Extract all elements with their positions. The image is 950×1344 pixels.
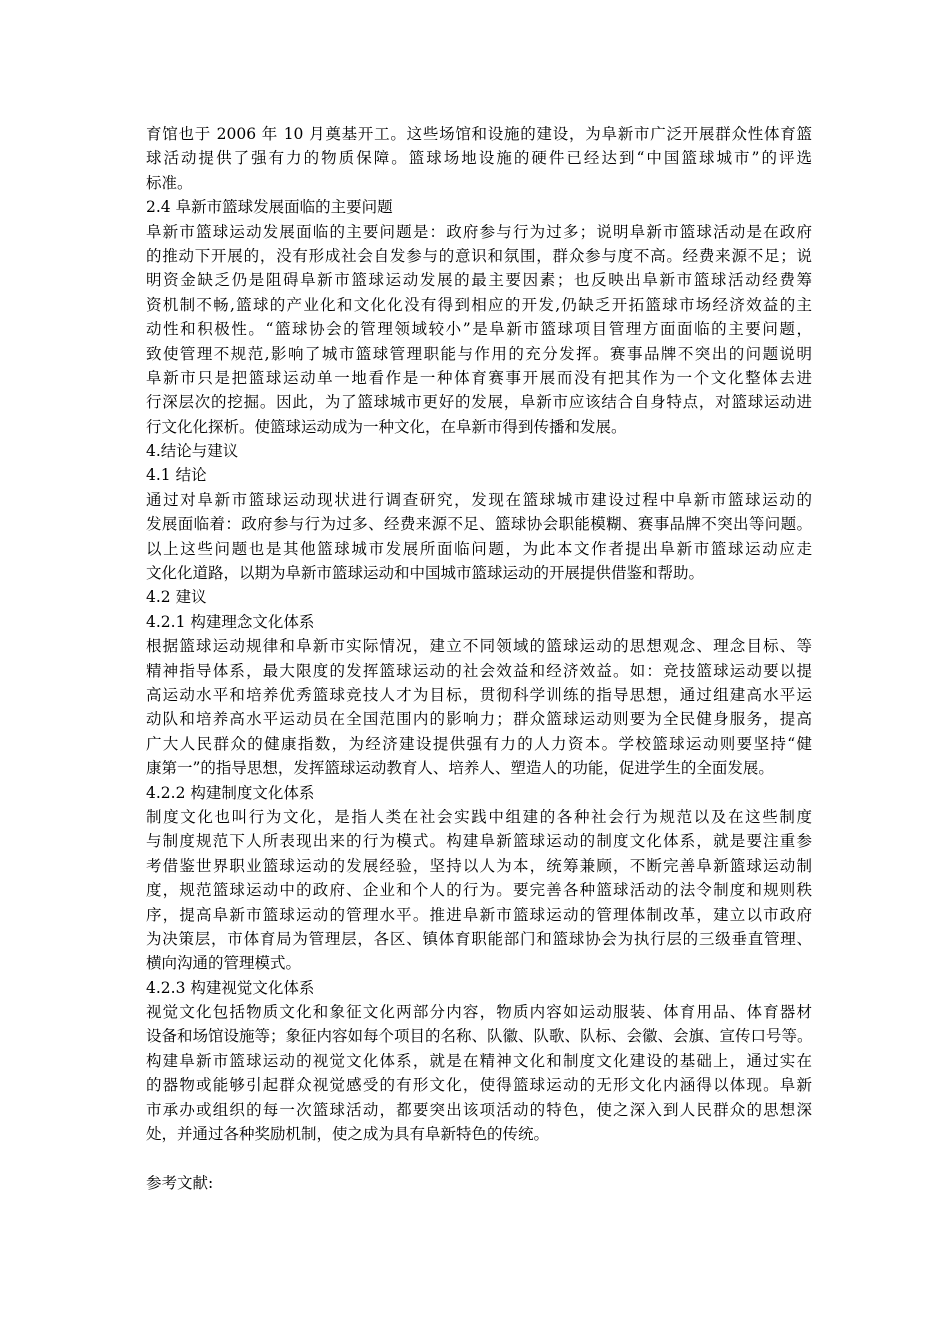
section-heading: [146, 1171, 812, 1195]
text-line: 为决策层，市体育局为管理层，各区、镇体育职能部门和篮球协会为执行层的三级垂直管理、: [146, 929, 812, 948]
text-line: 致使管理不规范,影响了城市篮球管理职能与作用的充分发挥。赛事品牌不突出的问题说明: [146, 344, 812, 363]
text-line: 资机制不畅,篮球的产业化和文化化没有得到相应的开发,仍缺乏开拓篮球市场经济效益的主: [146, 295, 812, 314]
text-line: 精神指导体系，最大限度的发挥篮球运动的社会效益和经济效益。如：竞技篮球运动要以提: [146, 661, 812, 680]
section-heading: [146, 976, 812, 1000]
heading-text: 2.4 阜新市篮球发展面临的主要问题: [146, 198, 393, 217]
heading-text: 4.2.3 构建视觉文化体系: [146, 978, 315, 997]
text-line: 动性和积极性。“篮球协会的管理领域较小”是阜新市篮球项目管理方面面临的主要问题，: [146, 320, 812, 339]
body-paragraph: [146, 488, 812, 586]
section-heading: [146, 195, 812, 219]
text-line: 发展面临着：政府参与行为过多、经费来源不足、篮球协会职能模糊、赛事品牌不突出等问题。: [146, 515, 812, 534]
text-line: 制度文化也叫行为文化，是指人类在社会实践中组建的各种社会行为规范以及在这些制度: [146, 807, 812, 826]
section-heading: [146, 585, 812, 609]
text-line: 与制度规范下人所表现出来的行为模式。构建阜新篮球运动的制度文化体系，就是要注重参: [146, 832, 812, 851]
body-paragraph: [146, 634, 812, 780]
blank-line: [146, 1146, 812, 1170]
body-paragraph: [146, 1000, 812, 1146]
text-line: 文化化道路，以期为阜新市篮球运动和中国城市篮球运动的开展提供借鉴和帮助。: [146, 564, 705, 583]
text-line: 的器物或能够引起群众视觉感受的有形文化，使得篮球运动的无形文化内涵得以体现。阜新: [146, 1076, 812, 1095]
heading-text: 4.2.1 构建理念文化体系: [146, 612, 315, 631]
text-line: 以上这些问题也是其他篮球城市发展所面临问题，为此本文作者提出阜新市篮球运动应走: [146, 539, 812, 558]
document-page: [146, 122, 812, 1195]
heading-text: 4.1 结论: [146, 466, 207, 485]
text-line: 市承办或组织的每一次篮球活动，都要突出该项活动的特色，使之深入到人民群众的思想深: [146, 1100, 812, 1119]
text-line: 考借鉴世界职业篮球运动的发展经验，坚持以人为本，统筹兼顾，不断完善阜新篮球运动制: [146, 856, 812, 875]
heading-text: 参考文献:: [146, 1173, 214, 1192]
text-line: 明资金缺乏仍是阻碍阜新市篮球运动发展的最主要因素；也反映出阜新市篮球活动经费筹: [146, 271, 812, 290]
text-line: 构建阜新市篮球运动的视觉文化体系，就是在精神文化和制度文化建设的基础上，通过实在: [146, 1051, 812, 1070]
text-line: 设备和场馆设施等；象征内容如每个项目的名称、队徽、队歌、队标、会徽、会旗、宣传口号等。: [146, 1027, 813, 1046]
heading-text: 4.结论与建议: [146, 442, 239, 461]
text-line: 行深层次的挖掘。因此，为了篮球城市更好的发展，阜新市应该结合自身特点，对篮球运动进: [146, 393, 812, 412]
heading-text: 4.2.2 构建制度文化体系: [146, 783, 315, 802]
text-line: 广大人民群众的健康指数，为经济建设提供强有力的人力资本。学校篮球运动则要坚持“健: [146, 734, 812, 753]
text-line: 序，提高阜新市篮球运动的管理水平。推进阜新市篮球运动的管理体制改革，建立以市政府: [146, 905, 812, 924]
text-line: 度，规范篮球运动中的政府、企业和个人的行为。要完善各种篮球活动的法令制度和规则秩: [146, 881, 812, 900]
text-line: 处，并通过各种奖励机制，使之成为具有阜新特色的传统。: [146, 1125, 550, 1144]
text-line: 视觉文化包括物质文化和象征文化两部分内容，物质内容如运动服装、体育用品、体育器材: [146, 1003, 812, 1022]
text-line: 标准。: [146, 173, 193, 192]
text-line: 阜新市篮球运动发展面临的主要问题是：政府参与行为过多；说明阜新市篮球活动是在政府: [146, 222, 812, 241]
text-line: 育馆也于 2006 年 10 月奠基开工。这些场馆和设施的建设，为阜新市广泛开展群众性体育篮: [146, 125, 812, 143]
text-line: 行文化化探析。使篮球运动成为一种文化，在阜新市得到传播和发展。: [146, 417, 627, 436]
text-line: 横向沟通的管理模式。: [146, 954, 302, 973]
body-paragraph: [146, 122, 812, 195]
text-line: 通过对阜新市篮球运动现状进行调查研究，发现在篮球城市建设过程中阜新市篮球运动的: [146, 490, 812, 509]
section-heading: [146, 610, 812, 634]
text-line: 高运动水平和培养优秀篮球竞技人才为目标，贯彻科学训练的指导思想，通过组建高水平运: [146, 685, 812, 704]
text-line: 根据篮球运动规律和阜新市实际情况，建立不同领域的篮球运动的思想观念、理念目标、等: [146, 637, 812, 656]
text-line: 球活动提供了强有力的物质保障。篮球场地设施的硬件已经达到“中国篮球城市”的评选: [146, 149, 812, 168]
section-heading: [146, 781, 812, 805]
text-line: 动队和培养高水平运动员在全国范围内的影响力；群众篮球运动则要为全民健身服务，提高: [146, 710, 812, 729]
text-line: 阜新市只是把篮球运动单一地看作是一种体育赛事开展而没有把其作为一个文化整体去进: [146, 368, 812, 387]
section-heading: [146, 439, 812, 463]
body-paragraph: [146, 805, 812, 976]
text-line: 的推动下开展的，没有形成社会自发参与的意识和氛围，群众参与度不高。经费来源不足；说: [146, 246, 812, 265]
section-heading: [146, 463, 812, 487]
body-paragraph: [146, 220, 812, 440]
text-line: 康第一”的指导思想，发挥篮球运动教育人、培养人、塑造人的功能，促进学生的全面发展。: [146, 759, 774, 778]
heading-text: 4.2 建议: [146, 588, 207, 607]
